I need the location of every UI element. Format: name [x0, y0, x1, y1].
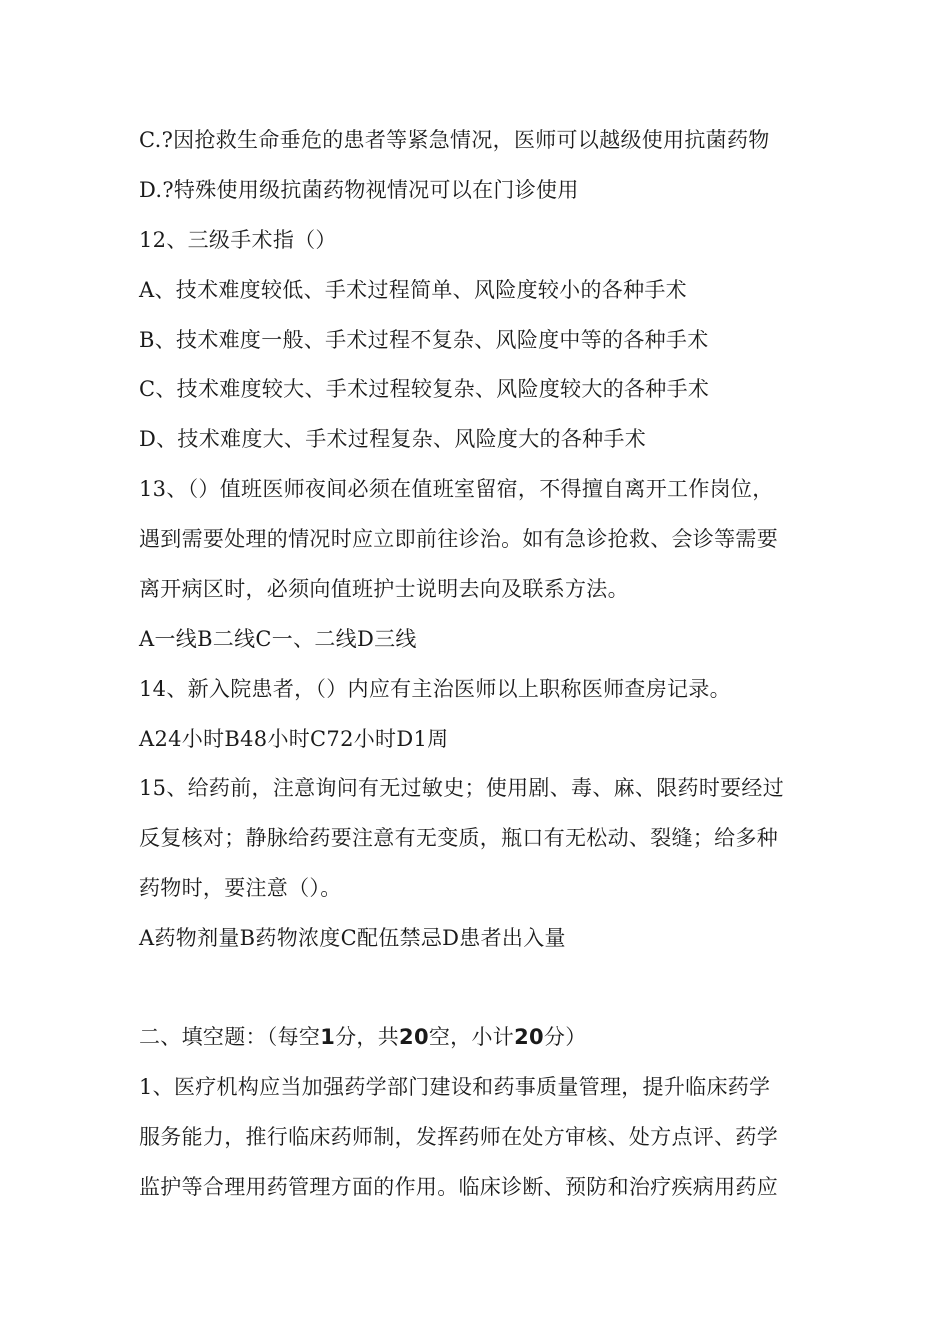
section-2-text-4: 分） — [543, 1025, 587, 1049]
section-2-text-2: 分，共 — [335, 1025, 400, 1049]
section-2-total-points: 20 — [514, 1025, 544, 1049]
section-2-heading — [139, 1022, 829, 1052]
q14-options: A24小时B48小时C72小时D1周 — [139, 727, 449, 751]
fill-question-1-line-2: 服务能力，推行临床药师制，发挥药师在处方审核、处方点评、药学 — [139, 1125, 778, 1149]
question-14: 14、新入院患者，（）内应有主治医师以上职称医师查房记录。 — [139, 677, 731, 701]
question-13-line-2: 遇到需要处理的情况时应立即前往诊治。如有急诊抢救、会诊等需要 — [139, 527, 778, 551]
q12-option-b: B、技术难度一般、手术过程不复杂、风险度中等的各种手术 — [139, 328, 709, 352]
q12-option-c: C、技术难度较大、手术过程较复杂、风险度较大的各种手术 — [139, 377, 710, 401]
question-15-line-3: 药物时，要注意（）。 — [139, 876, 342, 900]
fill-question-1-line-3: 监护等合理用药管理方面的作用。临床诊断、预防和治疗疾病用药应 — [139, 1175, 778, 1199]
fill-question-1-line-1: 1、医疗机构应当加强药学部门建设和药事质量管理，提升临床药学 — [139, 1075, 771, 1099]
section-2-text-1: 二、填空题：（每空 — [139, 1025, 321, 1049]
question-15-line-2: 反复核对；静脉给药要注意有无变质，瓶口有无松动、裂缝；给多种 — [139, 826, 778, 850]
q12-option-d: D、技术难度大、手术过程复杂、风险度大的各种手术 — [139, 427, 647, 451]
question-13-line-3: 离开病区时，必须向值班护士说明去向及联系方法。 — [139, 577, 629, 601]
option-c-line: C.?因抢救生命垂危的患者等紧急情况，医师可以越级使用抗菌药物 — [139, 128, 770, 152]
question-13-line-1: 13、（）值班医师夜间必须在值班室留宿，不得擅自离开工作岗位， — [139, 477, 774, 501]
q13-options: A一线B二线C一、二线D三线 — [139, 627, 417, 651]
q12-option-a: A、技术难度较低、手术过程简单、风险度较小的各种手术 — [139, 278, 687, 302]
q15-options: A药物剂量B药物浓度C配伍禁忌D患者出入量 — [139, 926, 566, 950]
question-12: 12、三级手术指（） — [139, 228, 337, 252]
option-d-line: D.?特殊使用级抗菌药物视情况可以在门诊使用 — [139, 178, 579, 202]
section-2-points-per-blank: 1 — [320, 1025, 336, 1049]
question-15-line-1: 15、给药前，注意询问有无过敏史；使用剧、毒、麻、限药时要经过 — [139, 776, 785, 800]
section-2-blank-count: 20 — [399, 1025, 429, 1049]
section-2-text-3: 空，小计 — [428, 1025, 515, 1049]
